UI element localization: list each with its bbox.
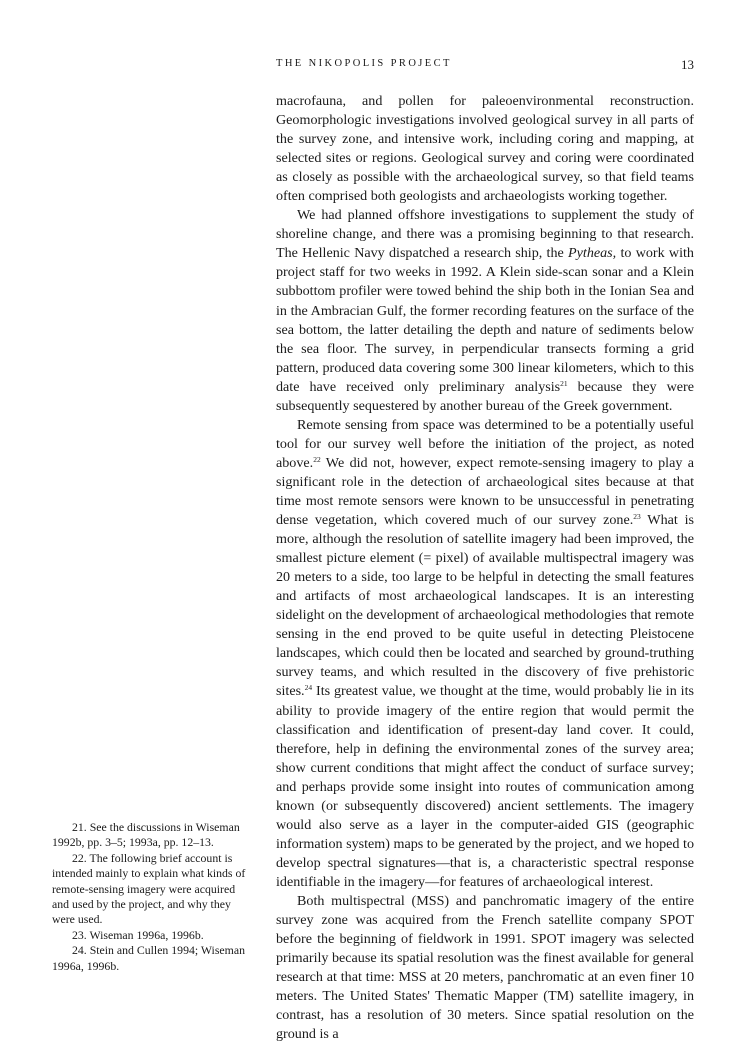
- paragraph-2-text-a: We had planned offshore investigations to supplement the study of shoreline change, and there was a promising beginning to that research. The Hellenic Navy dispatched a research ship, the: [276, 207, 694, 262]
- paragraph-2: [276, 206, 694, 416]
- paragraph-2-text-b: to work with project staff for two weeks in 1992. A Klein side-scan sonar and a Klein subbottom profiler were towed behind the ship both in the Ionian Sea and in the Ambracian Gulf, the former recording features on the surface of the sea bottom, the latter detailing the depth and nature of sediments below the sea floor. The survey, in perpendicular transects forming a grid pattern, produced data covering some 300 linear kilometers, which to this date have received only preliminary analysis: [276, 245, 694, 395]
- paragraph-3: [276, 416, 694, 892]
- footnote-23: 23. Wiseman 1996a, 1996b.: [72, 927, 204, 942]
- paragraph-2-text-c: because they were subsequently sequestered by another bureau of the Greek government.: [276, 378, 694, 414]
- footnote-24: 24. Stein and Cullen 1994; Wiseman 1996a, 1996b.: [52, 943, 245, 973]
- paragraph-4: Both multispectral (MSS) and panchromatic imagery of the entire survey zone was acquired from the French satellite company SPOT before the beginning of fieldwork in 1991. SPOT imagery was selected primarily because its spatial resolution was the finest available for general research at that time: MSS at 20 meters, panchromatic at an even finer 10 meters. The United States' Thematic Mapper (TM) satellite imagery, in contrast, has a resolution of 30 meters. Since spatial resolution on the ground is a: [276, 892, 694, 1043]
- running-head: THE NIKOPOLIS PROJECT: [276, 58, 452, 69]
- page-number: 13: [681, 57, 694, 72]
- paragraph-3-text-c: What is more, although the resolution of satellite imagery had been improved, the smallest picture element (= pixel) of available multispectral imagery was 20 meters to a side, too large to be helpful in detecting the small features and artifacts of most archaeological landscapes. It is an interesting sidelight on the development of archaeological methodologies that remote sensing in the end proved to be quite useful in detecting Pleistocene landscapes, which could then be located and searched by ground-truthing survey teams, and which resulted in the discovery of five prehistoric sites.: [276, 512, 695, 700]
- footnote-22: 22. The following brief account is intended mainly to explain what kinds of remote-sensing imagery were acquired and used by the project, and why they were used.: [52, 850, 246, 927]
- paragraph-3-text-d: Its greatest value, we thought at the time, would probably lie in its ability to provide imagery of the entire region that would permit the classification and identification of present-day land cover. It could, therefore, help in defining the environmental zones of the survey area; show current conditions that might affect the conduct of surface survey; and perhaps provide some insight into routes of communication among known (or subsequently discovered) ancient settlements. The imagery would also serve as a layer in the computer-aided GIS (geographic information system) maps to be generated by the project, and we hoped to develop spectral signatures—that is, a characteristic spectral response identifiable in the imagery—for features of archaeological interest.: [276, 683, 694, 890]
- footnote-21: 21. See the discussions in Wiseman 1992b, pp. 3–5; 1993a, pp. 12–13.: [52, 820, 240, 850]
- footnote-ref-24[interactable]: 24: [304, 683, 313, 693]
- footnotes: [52, 820, 254, 974]
- paragraph-3-text-b: We did not, however, expect remote-sensing imagery to play a significant role in the detection of archaeological sites because at that time most remote sensors were known to be unsuccessful in penetrating dense vegetation, which covered much of our survey zone.: [276, 454, 694, 529]
- ship-name: Pytheas,: [568, 245, 617, 262]
- footnote-ref-22[interactable]: 22: [313, 454, 321, 464]
- paragraph-3-text-a: Remote sensing from space was determined to be a potentially useful tool for our survey well before the initiation of the project, as noted above.: [276, 416, 694, 471]
- paragraph-1: macrofauna, and pollen for paleoenvironmental reconstruction. Geomorphologic investigations involved geological survey in all parts of the survey zone, and intensive work, including coring and mapping, at selected sites or regions. Geological survey and coring were coordinated as closely as possible with the archaeological survey, so that field teams often comprised both geologists and archaeologists working together.: [276, 93, 694, 205]
- body-text: [276, 92, 694, 1044]
- footnote-ref-21[interactable]: 21: [560, 378, 568, 388]
- page-header: [276, 58, 694, 74]
- footnote-ref-23[interactable]: 23: [633, 512, 641, 522]
